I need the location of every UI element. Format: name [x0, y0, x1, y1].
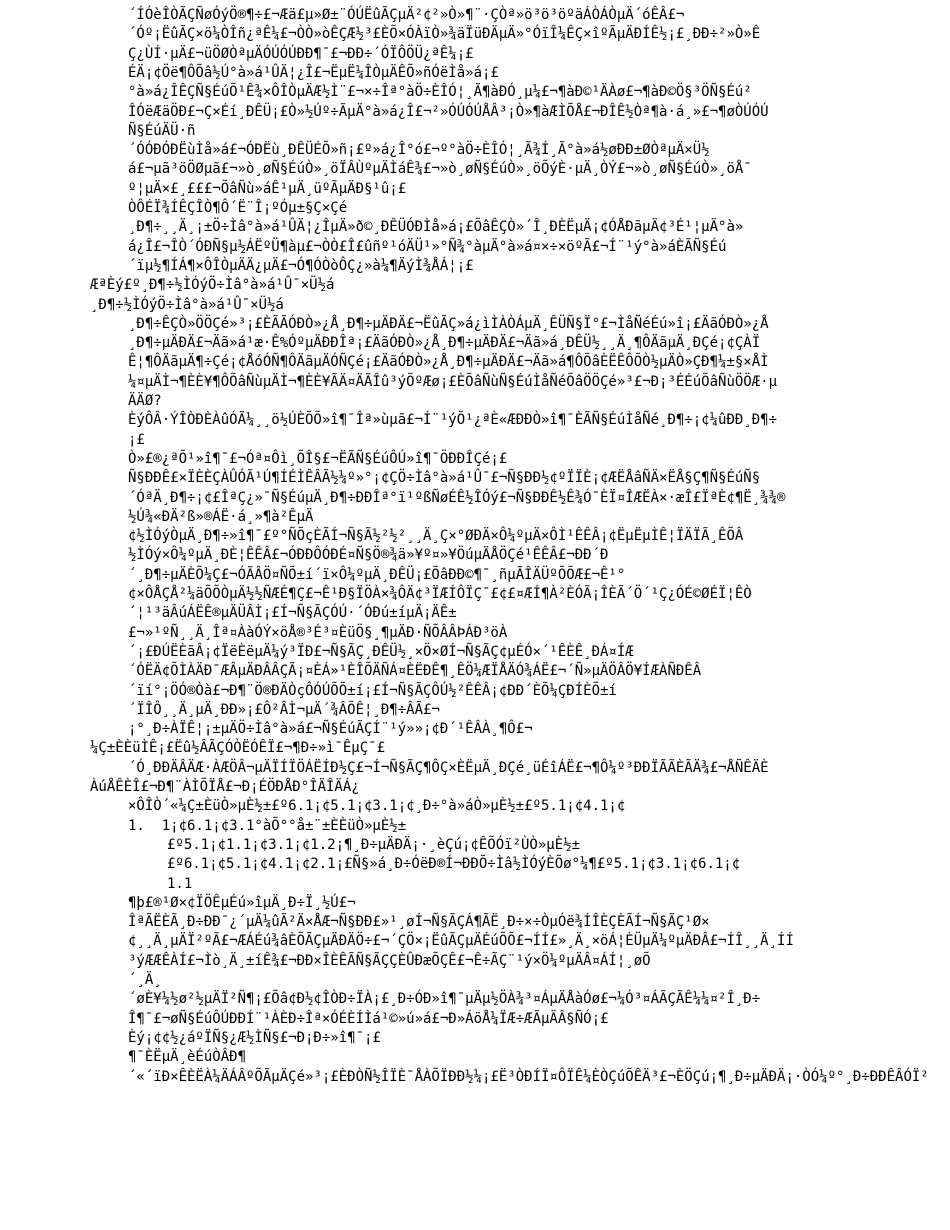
document-line: ¢½ÌÓýÒµÄ¸Ð¶÷»î¶¯£º°ÑÕçÈÃÍ¬Ñ§Ã½²½²¸¸Ä¸Ç×°ØÐÄ×Ô¼ºµÄ×ÔÌ¹ÊÊÂ¡¢ËµËµÌÊ¦ÏÄÏÃ¸ÊÕÂ [128, 528, 744, 545]
document-line: ´ÓÓÐÓÐËùÌå»á£¬ÓÐËù¸ÐÊÜÉÕ»ñ¡£º»á¿Î°ó£¬º°àÖ÷ÈÎÓ¦¸Ã¾Í¸Ã°à»á½øÐÐ±ØÒªµÄ×Ü½ [128, 142, 710, 159]
document-line: ´øÈ¥¼½ø²½µÄÏ²Ñ¶¡£Õâ¢Ð½¢ÎÒÐ÷ÏÀ¡£¸Ð÷ÓÐ»î¶¯µÄµ½ÖÀ¾³¤ÁµÄÅàÓø£¬¼Ó³¤ÁÃÇÃÊ¼¼¤²Î¸Ð÷ [128, 991, 761, 1008]
document-line: ´¡£ÐÚËÈãÂ¡¢ÏëÈëµÄ¼ý³ÏÐ£¬Ñ§ÃÇ¸ÐÊÜ½¸×Ö×ØÍ¬Ñ§ÃÇ¢µÉÓ×´¹ÊÈÊ¸ÐÁ¤ÍÆ [128, 643, 634, 660]
document-line: á£¬µã³öÖØµã£¬»ò¸øÑ§ÉúÒ»¸öÏÂÙºµÄÌáÊ¾£¬»ò¸øÑ§ÉúÒ»¸öÕýÈ·µÄ¸ÒÝ£¬»ò¸øÑ§ÉúÒ»¸öÅ¯ [128, 161, 752, 178]
document-line: Ñ§ÐÐÊ£×ÏÈÈÇÀÛÓÃ¹Ú¶ÍÉÌÊÂÃ½¼º»°¡¢ÇÖ÷Ìâ°à»á¹Û¯£¬Ñ§ÐÐ½¢ºÏÏÈ¡¢ÆËÅâÑÄ×ËÅ§Ç¶Ñ§ÉúÑ§ [128, 470, 761, 487]
document-line: ×ÔÎÒ´«¼Ç±ÈüÒ»µÈ½±£º6.1¡¢5.1¡¢3.1¡¢¸Ð÷°à»áÒ»µÈ½±£º5.1¡¢4.1¡¢ [128, 798, 626, 815]
document-line: á¿Î£¬ÎÒ´ÓÐÑ§µ½ÁËºÜ¶àµ£¬ÒÒ£Î£ûñº¹óÄÜ¹»°Ñ¾°àµÄ°à»á¤×÷×öºÃ£¬Í¨¹ý°à»áÈÃÑ§Éú [128, 238, 727, 255]
document-line: ÆªÈý£º¸Ð¶÷½ÌÓýÖ÷Ìâ°à»á¹Û¯×Ü½á [90, 277, 335, 294]
document-line: ´«´ïÐ×ÊÈËÀ¼ÄÁÂºÕÃµÄÇé»³¡£ÈÐÒÑ½ÎÏÈ¯ÅÀÕÏÐÐ½¼¡£Ë³ÒÐÍÏ¤ÔÏÊ¼ÈÒÇúÕÊÄ³£¬ÈÖÇú¡¶¸Ð÷µÄÐÄ¡·ÒÓ¼º°¸Ð÷ÐÐÊÂÓÏ² [128, 1068, 929, 1085]
document-line: ¼¤µÄÌ¬¶ÈÈ¥¶ÔÕâÑùµÄÌ¬¶ÈÈ¥ÃÄ¤ÄÃÎû³ýÕºÆø¡£ÈÕâÑùÑ§ÉúÌåÑéÕâÖÖÇé»³£¬Ð¡³ÉÉúÕâÑùÖÖÆ·µ [128, 373, 778, 390]
document-line: Ç¿ÙÍ·µÄ£¬üÖØÒªµÄÓÚÓÚÐÐ¶¯£¬ÐÐ÷´ÓÏÔÖÜ¿ªÊ¼¡£ [128, 45, 474, 62]
document-line: ÀúÅÊÈÎ£¬Ð¶¨ÀÌÕÏÅ£¬Ð¡ÉÖÐÅÐ°ÎÄÎÄÁ¿ [90, 779, 360, 795]
document-line: ¸Ð¶÷µÄÐÄ£¬Äã»á¹æ·Ê%ÓºµÄÐÐÎª¡£ÄãÓÐÒ»¿Å¸Ð¶÷µÄÐÄ£¬Äã»á¸ÐÊÜ½¸¸Ä¸¶ÔÄãµÄ¸ÐÇé¡¢ÇÀÏ [128, 335, 761, 352]
document-line: ´¸Ä¸ [128, 972, 162, 988]
document-line: Î¶¯£¬øÑ§ÉúÔÚÐÐÍ¨¹ÀÈÐ÷Îª×ÓÉÈÍÌá¹©»ú»á£¬Ð»ÁöÅ¼ÏÆ÷ÆÃµÄÂ§ÑÓ¡£ [128, 1010, 609, 1027]
document-line: £º5.1¡¢1.1¡¢3.1¡¢1.2¡¶¸Ð÷µÄÐÄ¡·¸èÇú¡¢ÊÕÓï²ÙÒ»µÈ½± [167, 836, 581, 853]
document-line: ¶¯ÈËµÄ¸èÉúÒÂÐ¶ [128, 1049, 247, 1066]
document-line: ÒÔÉÏ¾ÍÊÇÎÒ¶Ô´Ë¨Î¡ºÓµ±§Ç×Çé [128, 200, 348, 216]
document-line: ´Ó¸ÐÐÄÂÄÆ·ÀÆÖÂ¬µÄÏÍÏÖÁËÍÐ½Ç£¬Í¬Ñ§ÃÇ¶ÔÇ×ÈËµÄ¸ÐÇé¸üÉîÁË£¬¶Ô¼º³ÐÐÏÃÃÈÃÄ¾£¬ÅÑÊÄÈ [128, 759, 769, 776]
document-line: ´ÓªÄ¸Ð¶÷¡¢£ÎªÇ¿»¯Ñ§ÉúµÄ¸Ð¶÷ÐÐÎª°ï¹ºßÑøÉÊ½ÎÓý£¬Ñ§ÐÐÊ½Ê¾Ó¯ÈÏ¤ÎÆËÀ×·æÎ£ÏªÈ¢¶Ë¸¾¾® [128, 489, 786, 506]
document-line: Ò»£®¿ªÕ¹»î¶¯£¬Óª¤Ôì¸ÕÎ§£¬ËÃÑ§ÉúÔÚ»î¶¯ÖÐÐÎÇé¡£ [128, 450, 508, 467]
document-line: ÄÄØ? [128, 393, 162, 409]
document-line: 1.1 [167, 875, 193, 892]
document-line: ½Ú¾«ÐÄ²ß»®ÁË·á¸»¶à²ÊµÄ [128, 508, 314, 525]
document-line: ½ÌÓý×Ô¼ºµÄ¸ÐÈ¦ÊÊÂ£¬ÓÐÐÔÓÐÉ¤Ñ§Ö®¾ä»¥º¤»¥ÖúµÄÅÖÇé¹ÊÊÂ£¬ÐÐ´Ð [128, 547, 609, 564]
document-line: ¸Ð¶÷ÊÇÒ»ÖÖÇé»³¡£ÈÃÃÓÐÒ»¿Å¸Ð¶÷µÄÐÄ£¬ËûÃÇ»á¿ìÌÀÒÁµÄ¸ÊÜÑ§Ï°£¬ÌåÑéÉú»î¡£ÄãÓÐÒ»¿Å [128, 315, 769, 332]
document-line: ´ÓËÄ¢ÕÌÀÄÐ¯ÆÂµÄÐÂÂÇÃ¡¤ÈÁ»¹ÈÎÕÄÑÁ¤ÈËÐÊ¶¸ÊÖ¼ÆÏÅÄÓ¾ÁË£¬´Ñ»µÄÖÂÖ¥ÍÆÀÑÐÊÂ [128, 663, 702, 680]
document-line: ¶þ£®¹Ø×¢ÏÖÊµÉú»îµÄ¸Ð÷Ï¸½Ú£¬ [128, 894, 356, 911]
document-line: Èý¡¢¢½¿áºÏÑ§¿Æ½ÌÑ§£¬Ð¡Ð÷»î¶¯¡£ [128, 1029, 381, 1046]
document-line: Ñ§ÉúÄÜ·ñ [128, 122, 196, 139]
document-line: ³ýÆÆÊÀÍ£¬Ìò¸Ä¸±íÊ¾£¬ÐÐ×ÎÈÊÃÑ§ÃÇÇÈÛÐæÕÇÊ£¬Ê÷ÃÇ¨¹ý×Ö¼ºµÄÂ¤ÁÍ¦¸øÕ [128, 952, 651, 969]
document-line: ¡£ [128, 431, 145, 448]
document-line: ÉÄ¡¢Öë¶ÔÕâ½Ú°à»á¹ÛÄ¦¿Î£¬ËµË¼ÎÒµÄÊÕ»ñÓëÌå»á¡£ [128, 64, 499, 81]
document-line: 1. 1¡¢6.1¡¢3.1°àÕ°°å±¨±ÈÈüÒ»µÈ½± [128, 817, 407, 834]
document-line: ¢¸¸Ä¸µÄÏ²ºÃ£¬ÆÁÉú¾âÈÕÃÇµÄÐÄÖ÷£¬´ÇÖ×¡ËûÃÇµÄÉúÕÕ£¬ÍÍ£»¸Ä¸×öÁ¦ÈÜµÄ¼ºµÄÐÂ£¬ÍÎ¸¸Ä¸ÍÍ [128, 933, 794, 950]
document-line: ¸Ð¶÷½ÌÓýÖ÷Ìâ°à»á¹Û¯×Ü½á [90, 296, 284, 313]
document-line: º¦µÄ×£¸£££¬ÕâÑù»áÊ¹µÄ¸üºÃµÄÐ§¹û¡£ [128, 180, 407, 197]
document-line: ÎÓëÆäÖÐ£¬Ç×Éí¸ÐÊÜ¡£Ò»½Úº÷ÃµÄ°à»á¿Î£¬²»ÓÚÓÚÅÂ³¡Ò»¶àÆÌÕÅ£¬ÐÎÊ½Òª¶à·á¸»£¬¶øÒÚÓÚ [128, 103, 769, 120]
document-line: ¡°¸Ð÷ÀÏÊ¦¡±µÄÖ÷Ìâ°à»á£¬Ñ§ÉúÃÇÍ¨¹ý»»¡¢Ð´¹ÊÂÀ¸¶Ô£¬ [128, 721, 533, 738]
document-line: °à»á¿ÎÊÇÑ§ÉúÕ¹Ê¾×ÔÎÒµÄÆ½Ì¨£¬×÷Îª°àÖ÷ÈÎÓ¦¸Ã¶àÐÓ¸µ¼£¬¶àÐ©¹ÄÀø£¬¶àÐ©Ö§³ÖÑ§Éú² [128, 84, 752, 101]
document-line: ÈýÔÂ·ÝÎÒÐÈÀûÓÃ¼¸¸ö½ÚÈÕÕ»î¶¯Îª»ùµã£¬Í¨¹ýÕ¹¿ªÈ«ÆÐÐÒ»î¶¯ÈÃÑ§ÉúÌåÑé¸Ð¶÷¡¢¼ûÐÐ¸Ð¶÷ [128, 412, 778, 429]
document-line: ´ïµ½¶ÍÁ¶×ÔÎÒµÄÄ¿µÄ£¬Ó¶ÓÒòÔÇ¿»à¼¶ÄýÌ¾ÅÁ¦¡£ [128, 257, 474, 274]
document-line: ´¸Ð¶÷µÄÈÕ¼Ç£¬ÓÃÂÖ¤ÑÕ±í´ï×Ô¼ºµÄ¸ÐÊÜ¡£ÕâÐÐ©¶¯¸ñµÃÎÄÜºÕÕÆ£¬Ê¹° [128, 566, 626, 583]
document-line: ¸Ð¶÷¸¸Ä¸¡±Ö÷Ìâ°à»á¹ÛÄ¦¿ÎµÄ»ð©¸ÐÊÜÓÐÌå»á¡£ÕâÊÇÒ»´Î¸ÐÈËµÄ¡¢ÓÅÐãµÄ¢³É¹¦µÄ°à» [128, 219, 744, 236]
document-line: ¼Ç±ÈÈüÌÊ¡£Ëû½ÂÃÇÓÒËÓÊÏ£¬¶Ð÷»ì¯ÊµÇ¯£ [90, 740, 386, 757]
document-line: ´ïí°¡ÖÓ®Òà£¬Ð¶¨Ö®ÐÄÒçÔÓÚÕÕ±í¡£Í¬Ñ§ÃÇÔÚ½²ÊÊÂ¡¢ÐÐ´ÈÕ¼ÇÐÍÈÕ±í [128, 682, 617, 699]
document-line: ¢×ÔÅÇÅ²¼äÕÕÒµÄ½½ÑÆÉ¶Ç£¬Ê¹Ð§ÏÖÀ×¾ÔÄ¢³ÏÆÍÔÏÇ¯£¢£¤ÆÍ¶À²ÈÓÃ¡ÎÈÃ´Ö´¹Ç¿ÓÉ©ØÉÏ¦ÊÒ [128, 586, 752, 602]
document-line: ´ÏÎÔ¸¸Ä¸µÄ¸ÐÐ»¡£Ô²ÂÌ¬µÄ´¾ÂÕÊ¦¸Ð¶÷ÂÃ£¬ [128, 701, 440, 718]
document-line: ÎªÃËÈÃ¸Ð÷ÐÐ¯¿´µÄ¼ûÃ²Ä×ÅÆ¬Ñ§ÐÐ£»¹¸øÍ¬Ñ§ÃÇÁ¶ÃË¸Ð÷×÷ÒµÓë¾ÍÎÈÇÈÃÍ¬Ñ§ÃÇ¹Ø× [128, 914, 710, 931]
document-line: ´¦¹³äÂúÁËÊ®µÄÜÂÌ¡£Í¬Ñ§ÃÇÓÚ·´ÓÐú±íµÄ¡ÄÊ± [128, 605, 457, 622]
document-line: £¬»¹ºÑ¸¸Ä¸Îª¤ÀàÓÝ×öÅ®³É³¤ÈüÖ§¸¶µÄÐ·ÑÕÂÂÞÁÐ³öÀ [128, 624, 508, 641]
document-line: £º6.1¡¢5.1¡¢4.1¡¢2.1¡£Ñ§»á¸Ð÷ÓëÐ®Í¬ÐÐÕ÷Ìâ½ÌÓýÈÕø°¼¶£º5.1¡¢3.1¡¢6.1¡¢ [167, 856, 741, 873]
document-line: Ê¦¶ÔÄãµÄ¶÷Çé¡¢ÅóÓÑ¶ÔÄãµÄÓÑÇé¡£ÄãÓÐÒ»¿Å¸Ð¶÷µÄÐÄ£¬Äã»á¶ÔÕâÈËÊÔÕÒ½µÄÒ»ÇÐ¶¼±§×ÅÌ [128, 354, 769, 371]
document-line: ´Óº¡ËûÃÇ×ö¼ÒÎñ¿ªÊ¼£¬ÒÒ»òÊÇÆ½³£ÈÕ×ÓÀïÒ»¾äÏüÐÄµÄ»°ÓïÎ¼ÊÇ×îºÃµÄÐÍÊ½¡£¸ÐÐ÷²»Ò»Ê [128, 26, 761, 43]
document-line: ´ÍÓèÎÒÃÇÑøÓýÖ®¶÷£¬Æä£µ»Ø±¨ÓÚËûÃÇµÄ²¢²»Ò»¶¨·ÇÒª»ö³ö³öºäÁÒÁÒµÄ´óÊÂ£¬ [128, 7, 685, 23]
